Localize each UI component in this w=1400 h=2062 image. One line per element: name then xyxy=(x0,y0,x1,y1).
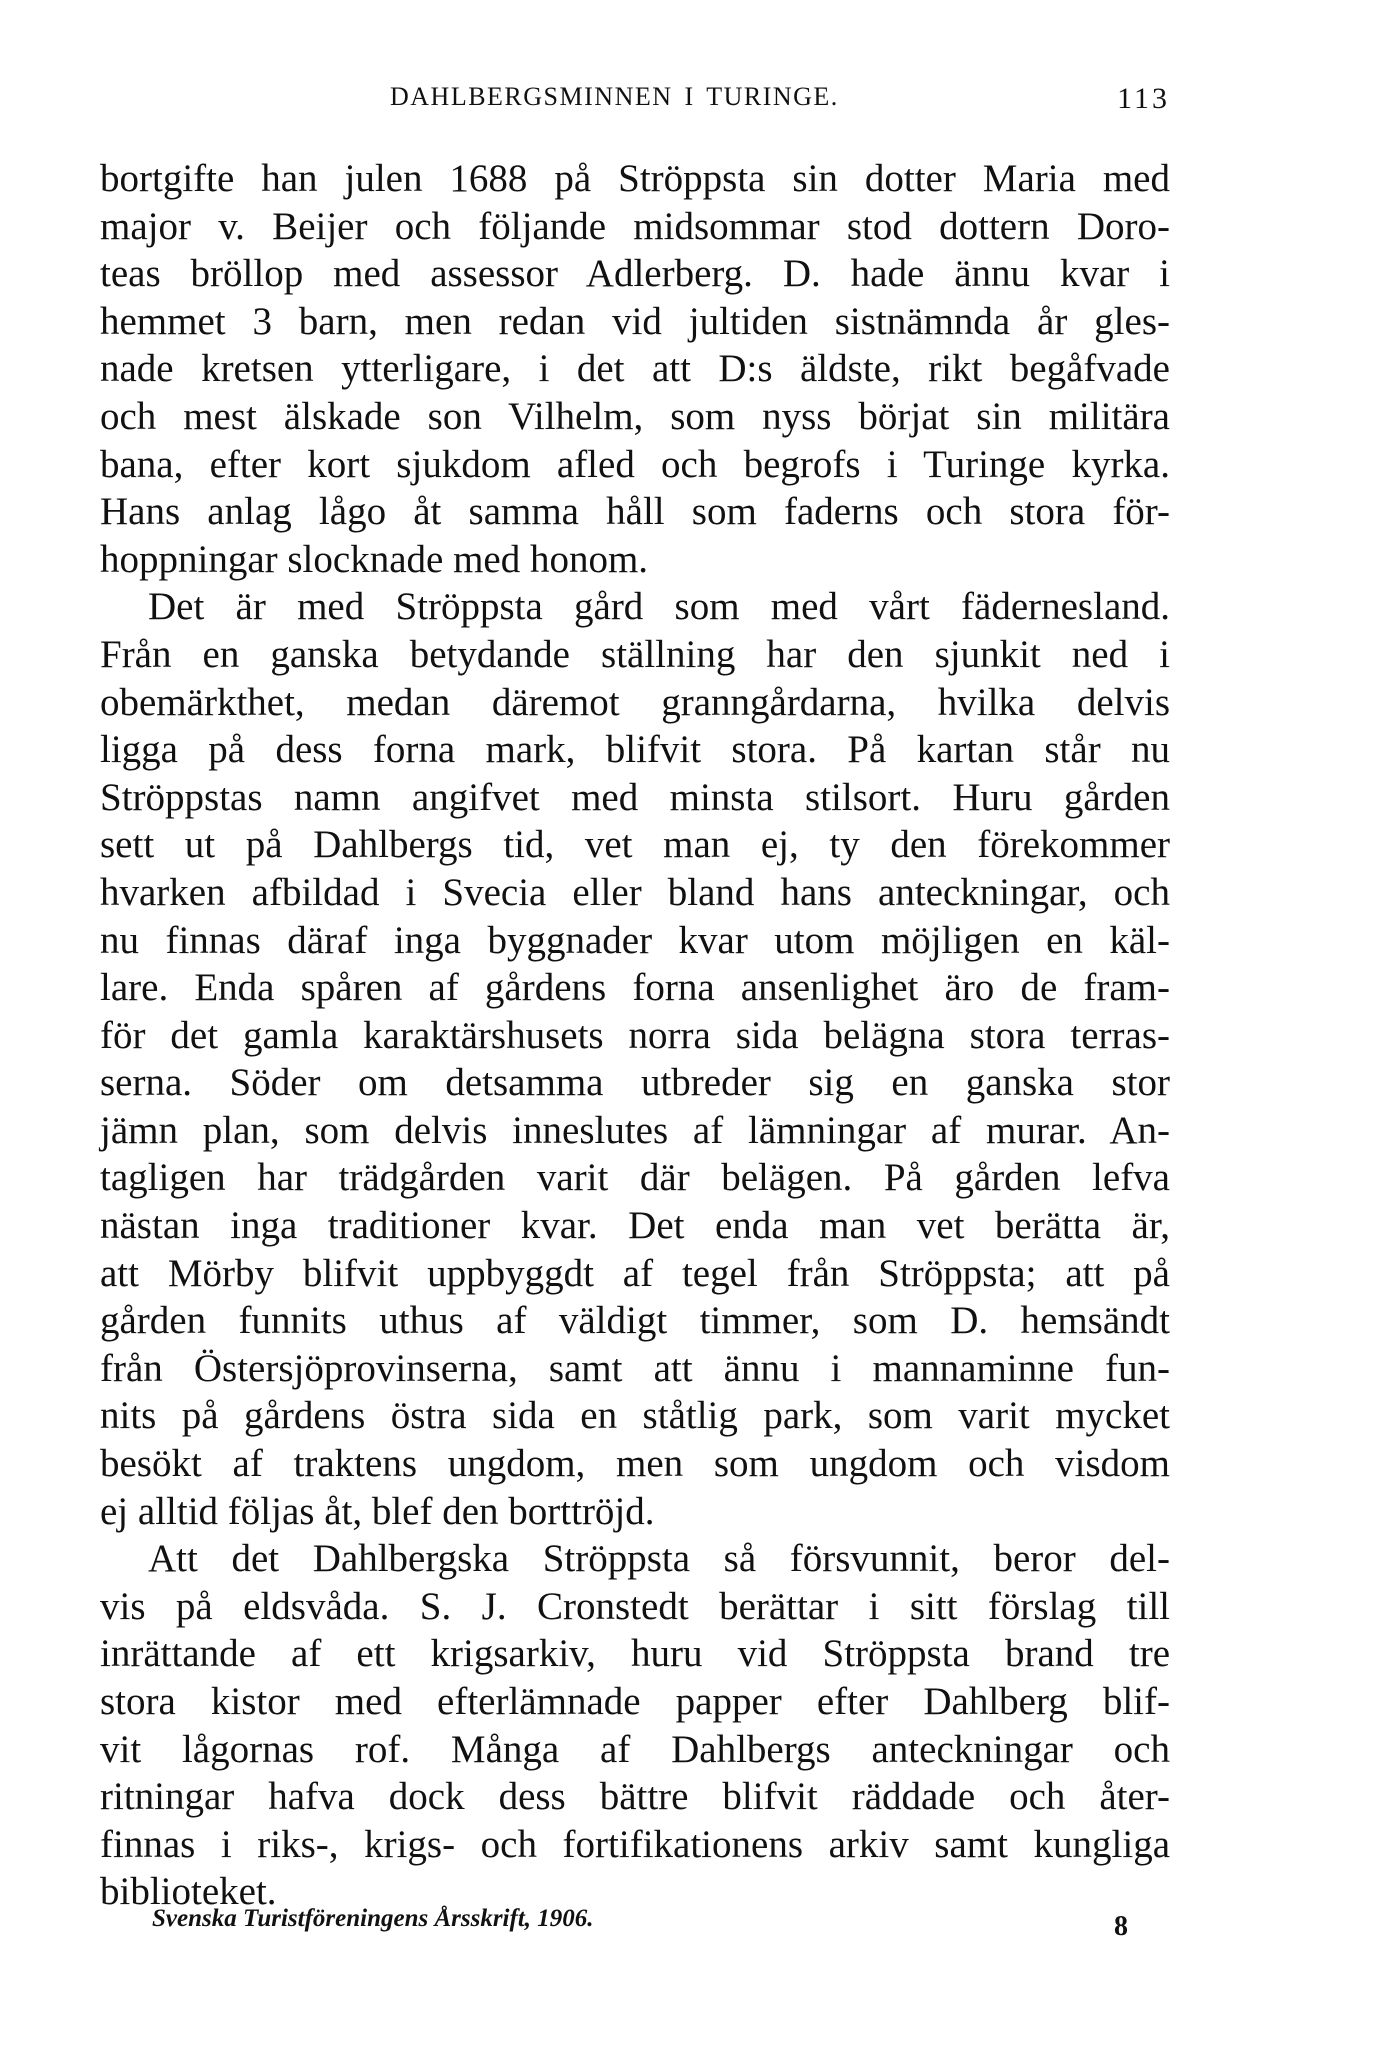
text-line: major v. Beijer och följande midsommar stod dottern Doro- xyxy=(100,204,1170,248)
text-line: lare. Enda spåren af gårdens forna ansenlighet äro de fram- xyxy=(100,966,1170,1010)
paragraph-start-line: Att det Dahlbergska Ströppsta så försvunnit, beror del- xyxy=(148,1537,1170,1581)
text-line: att Mörby blifvit uppbyggdt af tegel från Ströppsta; att på xyxy=(100,1251,1170,1295)
body-text xyxy=(100,155,1170,1916)
text-line: hoppningar slocknade med honom. xyxy=(100,537,649,581)
text-line: ritningar hafva dock dess bättre blifvit räddade och åter- xyxy=(100,1775,1170,1819)
text-line: nästan inga traditioner kvar. Det enda man vet berätta är, xyxy=(100,1204,1170,1248)
signature-mark: 8 xyxy=(1114,1911,1128,1942)
text-line: för det gamla karaktärshusets norra sida belägna stora terras- xyxy=(100,1013,1170,1057)
publication-credit: Svenska Turistföreningens Årsskrift, 1906. xyxy=(152,1905,594,1932)
page-header xyxy=(100,82,1170,122)
text-line: vis på eldsvåda. S. J. Cronstedt berättar i sitt förslag till xyxy=(100,1584,1170,1628)
text-line: finnas i riks-, krigs- och fortifikationens arkiv samt kungliga xyxy=(100,1822,1170,1866)
text-line: sett ut på Dahlbergs tid, vet man ej, ty den förekommer xyxy=(100,823,1170,867)
text-line: vit lågornas rof. Många af Dahlbergs anteckningar och xyxy=(100,1727,1170,1771)
text-line: bortgifte han julen 1688 på Ströppsta sin dotter Maria med xyxy=(100,157,1170,200)
page-number: 113 xyxy=(1117,82,1170,115)
text-line: Ströppstas namn angifvet med minsta stilsort. Huru gården xyxy=(100,775,1170,819)
text-line: bana, efter kort sjukdom afled och begrofs i Turinge kyrka. xyxy=(100,442,1170,486)
text-line: ej alltid följas åt, blef den borttröjd. xyxy=(100,1489,655,1533)
text-line: besökt af traktens ungdom, men som ungdom och visdom xyxy=(100,1442,1170,1486)
text-line: serna. Söder om detsamma utbreder sig en ganska stor xyxy=(100,1061,1170,1105)
text-line: nade kretsen ytterligare, i det att D:s äldste, rikt begåfvade xyxy=(100,347,1170,391)
text-line: teas bröllop med assessor Adlerberg. D. hade ännu kvar i xyxy=(100,252,1170,296)
text-line: hemmet 3 barn, men redan vid jultiden sistnämnda år gles- xyxy=(100,299,1170,343)
text-line: och mest älskade son Vilhelm, som nyss börjat sin militära xyxy=(100,394,1170,438)
text-line: från Östersjöprovinserna, samt att ännu i mannaminne fun- xyxy=(100,1346,1170,1390)
text-line: jämn plan, som delvis inneslutes af lämningar af murar. An- xyxy=(100,1108,1170,1152)
paragraph-start-line: Det är med Ströppsta gård som med vårt fädernesland. xyxy=(148,585,1170,629)
text-line: Från en ganska betydande ställning har den sjunkit ned i xyxy=(100,632,1170,676)
text-line: Hans anlag lågo åt samma håll som faderns och stora för- xyxy=(100,490,1170,534)
text-line: gården funnits uthus af väldigt timmer, som D. hemsändt xyxy=(100,1299,1170,1343)
text-line: biblioteket. xyxy=(100,1870,277,1914)
text-line: stora kistor med efterlämnade papper efter Dahlberg blif- xyxy=(100,1680,1170,1723)
text-line: inrättande af ett krigsarkiv, huru vid Ströppsta brand tre xyxy=(100,1632,1170,1676)
page-footer xyxy=(100,1905,1170,1945)
text-line: nits på gårdens östra sida en ståtlig park, som varit mycket xyxy=(100,1394,1170,1438)
text-line: nu finnas däraf inga byggnader kvar utom möjligen en käl- xyxy=(100,918,1170,962)
text-line: hvarken afbildad i Svecia eller bland hans anteckningar, och xyxy=(100,870,1170,914)
text-line: obemärkthet, medan däremot granngårdarna, hvilka delvis xyxy=(100,680,1170,724)
book-page xyxy=(100,0,1170,2062)
text-line: ligga på dess forna mark, blifvit stora. På kartan står nu xyxy=(100,728,1170,772)
text-line: tagligen har trädgården varit där belägen. På gården lefva xyxy=(100,1156,1170,1200)
running-title: DAHLBERGSMINNEN I TURINGE. xyxy=(390,82,839,111)
